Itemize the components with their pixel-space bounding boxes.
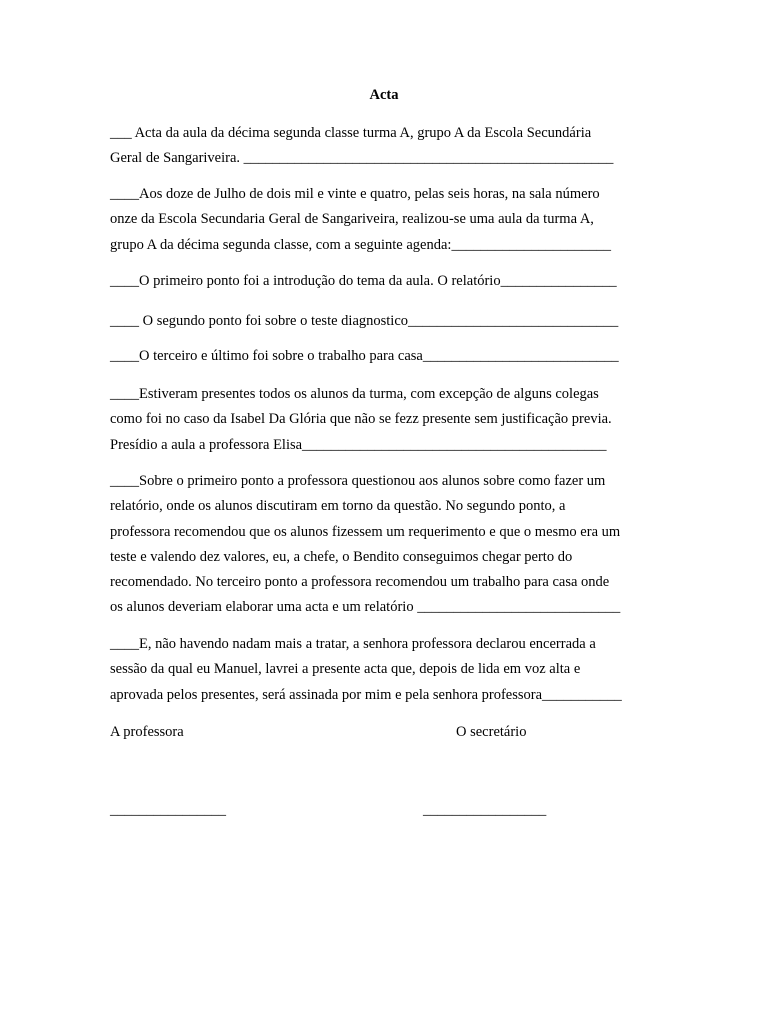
paragraph-agenda-3 (110, 344, 670, 369)
signature-label-teacher: A professora (110, 724, 184, 740)
paragraph-attendance (110, 382, 670, 458)
paragraph-line: ____O terceiro e último foi sobre o trabalho para casa___________________________ (110, 348, 619, 364)
paragraph-agenda-1 (110, 269, 670, 294)
paragraph-line: ____E, não havendo nadam mais a tratar, a senhora professora declarou encerrada a (110, 636, 596, 652)
paragraph-line: sessão da qual eu Manuel, lavrei a presente acta que, depois de lida em voz alta e (110, 661, 581, 678)
paragraph-intro (110, 121, 670, 172)
signature-label-secretary: O secretário (456, 724, 527, 740)
paragraph-line: Geral de Sangariveira. ___________________________________________________ (110, 150, 614, 167)
paragraph-closing (110, 632, 670, 708)
paragraph-line: aprovada pelos presentes, será assinada por mim e pela senhora professora___________ (110, 686, 622, 703)
paragraph-line: relatório, onde os alunos discutiram em torno da questão. No segundo ponto, a (110, 498, 566, 515)
document-title: Acta (369, 87, 399, 103)
paragraph-opening (110, 182, 670, 258)
paragraph-line: recomendado. No terceiro ponto a professora recomendou um trabalho para casa onde (110, 574, 610, 591)
paragraph-line: ____Aos doze de Julho de dois mil e vinte e quatro, pelas seis horas, na sala número (110, 186, 600, 202)
paragraph-line: professora recomendou que os alunos fizessem um requerimento e que o mesmo era um (110, 523, 621, 540)
paragraph-line: ___ Acta da aula da décima segunda classe turma A, grupo A da Escola Secundária (110, 125, 592, 141)
paragraph-line: grupo A da décima segunda classe, com a seguinte agenda:______________________ (110, 236, 611, 253)
paragraph-agenda-2 (110, 309, 670, 334)
paragraph-line: Presídio a aula a professora Elisa__________________________________________ (110, 436, 607, 453)
paragraph-line: onze da Escola Secundaria Geral de Sangariveira, realizou-se uma aula da turma A, (110, 211, 594, 228)
paragraph-line: ____ O segundo ponto foi sobre o teste diagnostico_____________________________ (110, 313, 619, 329)
paragraph-line: os alunos deveriam elaborar uma acta e um relatório ____________________________ (110, 599, 621, 616)
paragraph-line: ____Estiveram presentes todos os alunos da turma, com excepção de alguns colegas (110, 386, 599, 402)
paragraph-discussion (110, 469, 670, 621)
signature-line-teacher: ________________ (110, 802, 226, 818)
paragraph-line: ____O primeiro ponto foi a introdução do tema da aula. O relatório________________ (110, 273, 617, 289)
paragraph-line: como foi no caso da Isabel Da Glória que não se fezz presente sem justificação previa. (110, 411, 612, 428)
signature-line-secretary: _________________ (423, 802, 547, 818)
paragraph-line: ____Sobre o primeiro ponto a professora questionou aos alunos sobre como fazer um (110, 473, 606, 489)
paragraph-line: teste e valendo dez valores, eu, a chefe, o Bendito conseguimos chegar perto do (110, 548, 573, 565)
